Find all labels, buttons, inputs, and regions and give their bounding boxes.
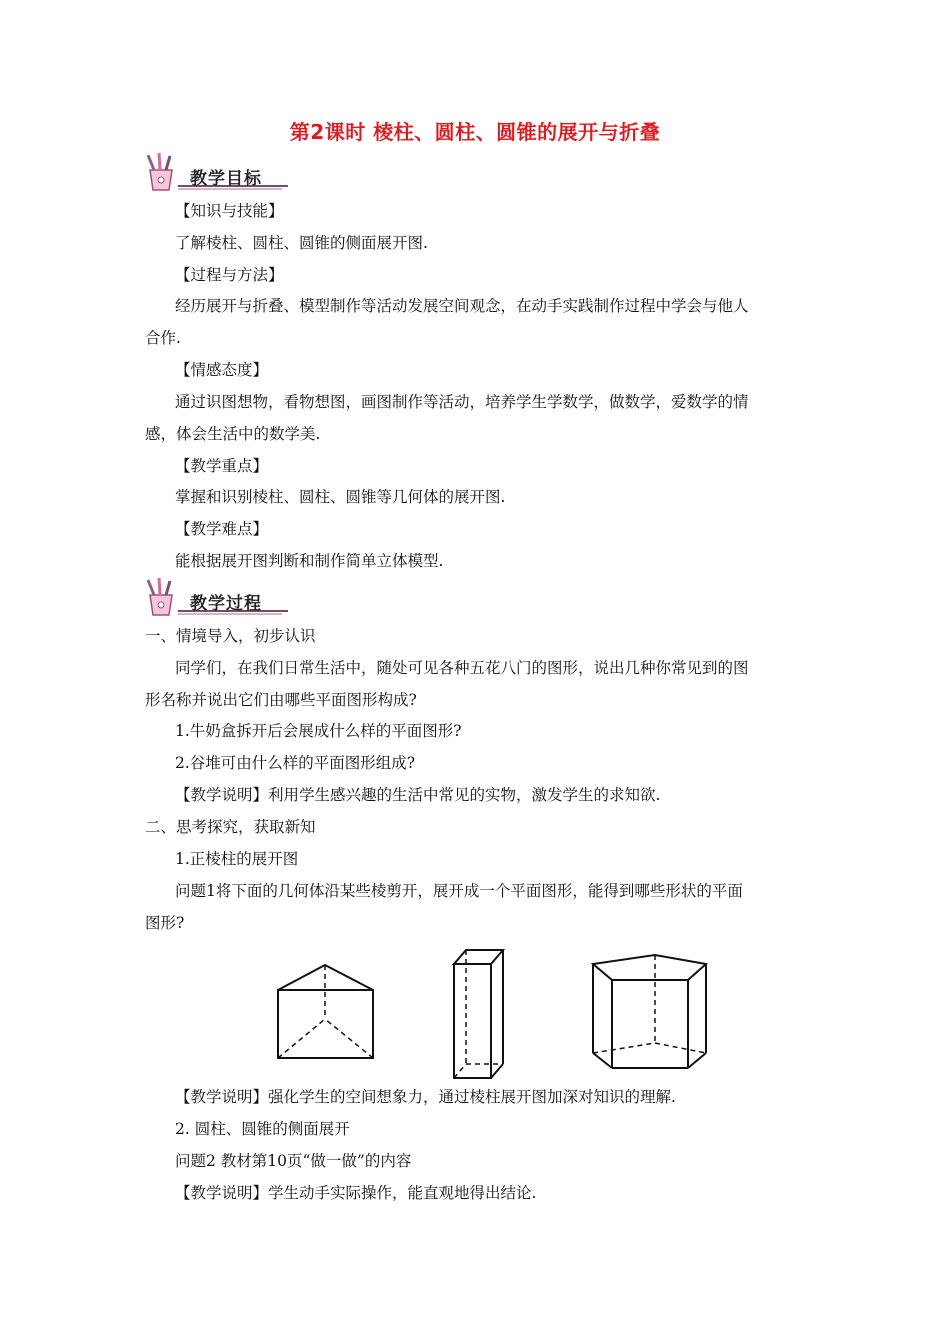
text-line: 一、情境导入，初步认识 (145, 627, 316, 645)
text-line: 【教学说明】学生动手实际操作，能直观地得出结论. (175, 1184, 537, 1202)
text-line: 2. 圆柱、圆锥的侧面展开 (175, 1120, 350, 1138)
badge-label: 教学过程 (190, 594, 262, 614)
square-prism-figure (454, 950, 503, 1078)
section-badge-objectives (142, 152, 292, 194)
text-line: 2.谷堆可由什么样的平面图形组成? (175, 754, 416, 772)
text-line: 问题2 教材第10页“做一做”的内容 (175, 1152, 412, 1170)
triangular-prism-figure (278, 965, 373, 1058)
text-line: 通过识图想物，看物想图，画图制作等活动，培养学生学数学，做数学，爱数学的情 (175, 393, 749, 411)
text-line: 【教学说明】强化学生的空间想象力，通过棱柱展开图加深对知识的理解. (175, 1088, 676, 1106)
prism-figures (270, 944, 720, 1079)
badge-label: 教学目标 (190, 169, 262, 189)
text-line: 【教学难点】 (175, 520, 269, 538)
text-line: 掌握和识别棱柱、圆柱、圆锥等几何体的展开图. (175, 488, 506, 506)
text-line: 二、思考探究，获取新知 (145, 818, 316, 836)
section-badge-process (142, 577, 292, 619)
text-line: 【知识与技能】 (175, 202, 284, 220)
text-line: 能根据展开图判断和制作简单立体模型. (175, 552, 444, 570)
text-line: 【情感态度】 (175, 361, 269, 379)
pentagonal-prism-figure (593, 955, 706, 1068)
text-line: 问题1将下面的几何体沿某些棱剪开，展开成一个平面图形，能得到哪些形状的平面 (175, 882, 743, 900)
text-line: 了解棱柱、圆柱、圆锥的侧面展开图. (175, 234, 428, 252)
text-line: 合作. (145, 329, 181, 347)
text-line: 同学们，在我们日常生活中，随处可见各种五花八门的图形，说出几种你常见到的图 (175, 659, 749, 677)
lesson-title: 第2课时 棱柱、圆柱、圆锥的展开与折叠 (289, 120, 661, 144)
text-line: 【教学重点】 (175, 457, 269, 475)
text-line: 经历展开与折叠、模型制作等活动发展空间观念，在动手实践制作过程中学会与他人 (175, 297, 749, 315)
text-line: 1.正棱柱的展开图 (175, 850, 299, 868)
text-line: 【教学说明】利用学生感兴趣的生活中常见的实物，激发学生的求知欲. (175, 786, 661, 804)
text-line: 【过程与方法】 (175, 266, 284, 284)
text-line: 图形? (145, 914, 185, 932)
text-line: 形名称并说出它们由哪些平面图形构成? (145, 691, 417, 709)
text-line: 感，体会生活中的数学美. (145, 425, 321, 443)
text-line: 1.牛奶盒拆开后会展成什么样的平面图形? (175, 722, 462, 740)
